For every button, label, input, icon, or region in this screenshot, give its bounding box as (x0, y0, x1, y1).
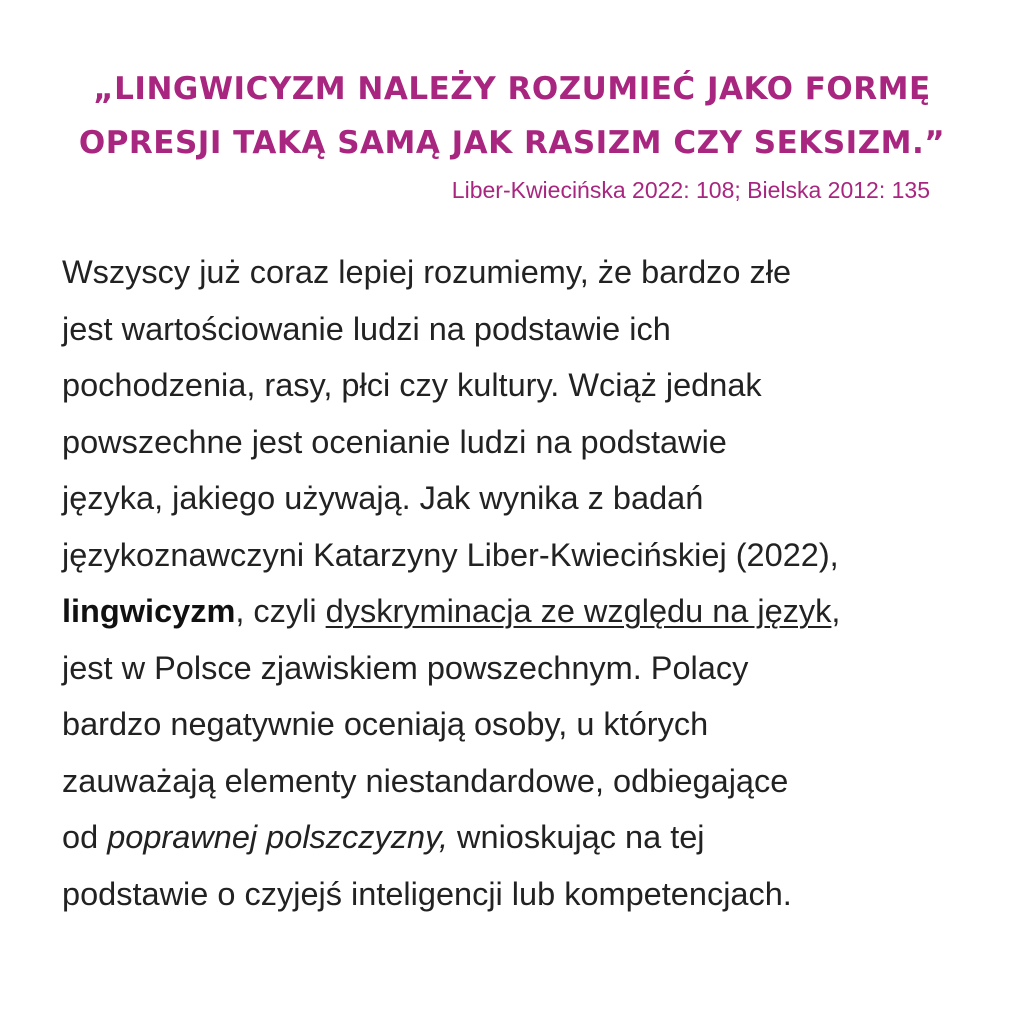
body-line: jest w Polsce zjawiskiem powszechnym. Polacy (62, 649, 749, 686)
citation: Liber-Kwiecińska 2022: 108; Bielska 2012: 135 (451, 177, 930, 203)
emphasis-poprawnej-polszczyzny: poprawnej polszczyzny, (107, 819, 448, 855)
body-text-fragment: , (831, 593, 841, 629)
body-line: powszechne jest ocenianie ludzi na podstawie (62, 423, 727, 460)
term-lingwicyzm: lingwicyzm (62, 593, 236, 629)
body-line: zauważają elementy niestandardowe, odbiegające (62, 762, 789, 799)
body-line: językoznawczyni Katarzyny Liber-Kwiecińskiej (2022), (62, 536, 839, 573)
body-text-fragment: od (62, 819, 108, 855)
quote-line: OPRESJI TAKĄ SAMĄ JAK RASIZM CZY SEKSIZM.” (78, 125, 946, 161)
body-line: Wszyscy już coraz lepiej rozumiemy, że bardzo złe (62, 254, 792, 290)
body-line: podstawie o czyjejś inteligencji lub kompetencjach. (62, 875, 792, 912)
body-paragraph (62, 244, 982, 922)
body-line: języka, jakiego używają. Jak wynika z badań (62, 480, 704, 516)
body-line: bardzo negatywnie oceniają osoby, u których (62, 706, 709, 742)
body-line: pochodzenia, rasy, płci czy kultury. Wciąż jednak (62, 367, 762, 403)
body-text-fragment: wnioskując na tej (448, 819, 705, 855)
body-text-fragment: , czyli (235, 593, 326, 629)
body-line: jest wartościowanie ludzi na podstawie ich (62, 310, 671, 347)
definition-link[interactable]: dyskryminacja ze względu na język (325, 593, 832, 629)
quote-heading (40, 62, 984, 170)
quote-line: „LINGWICYZM NALEŻY ROZUMIEĆ JAKO FORMĘ (93, 71, 931, 107)
body-line (62, 583, 982, 640)
body-line (62, 809, 982, 866)
